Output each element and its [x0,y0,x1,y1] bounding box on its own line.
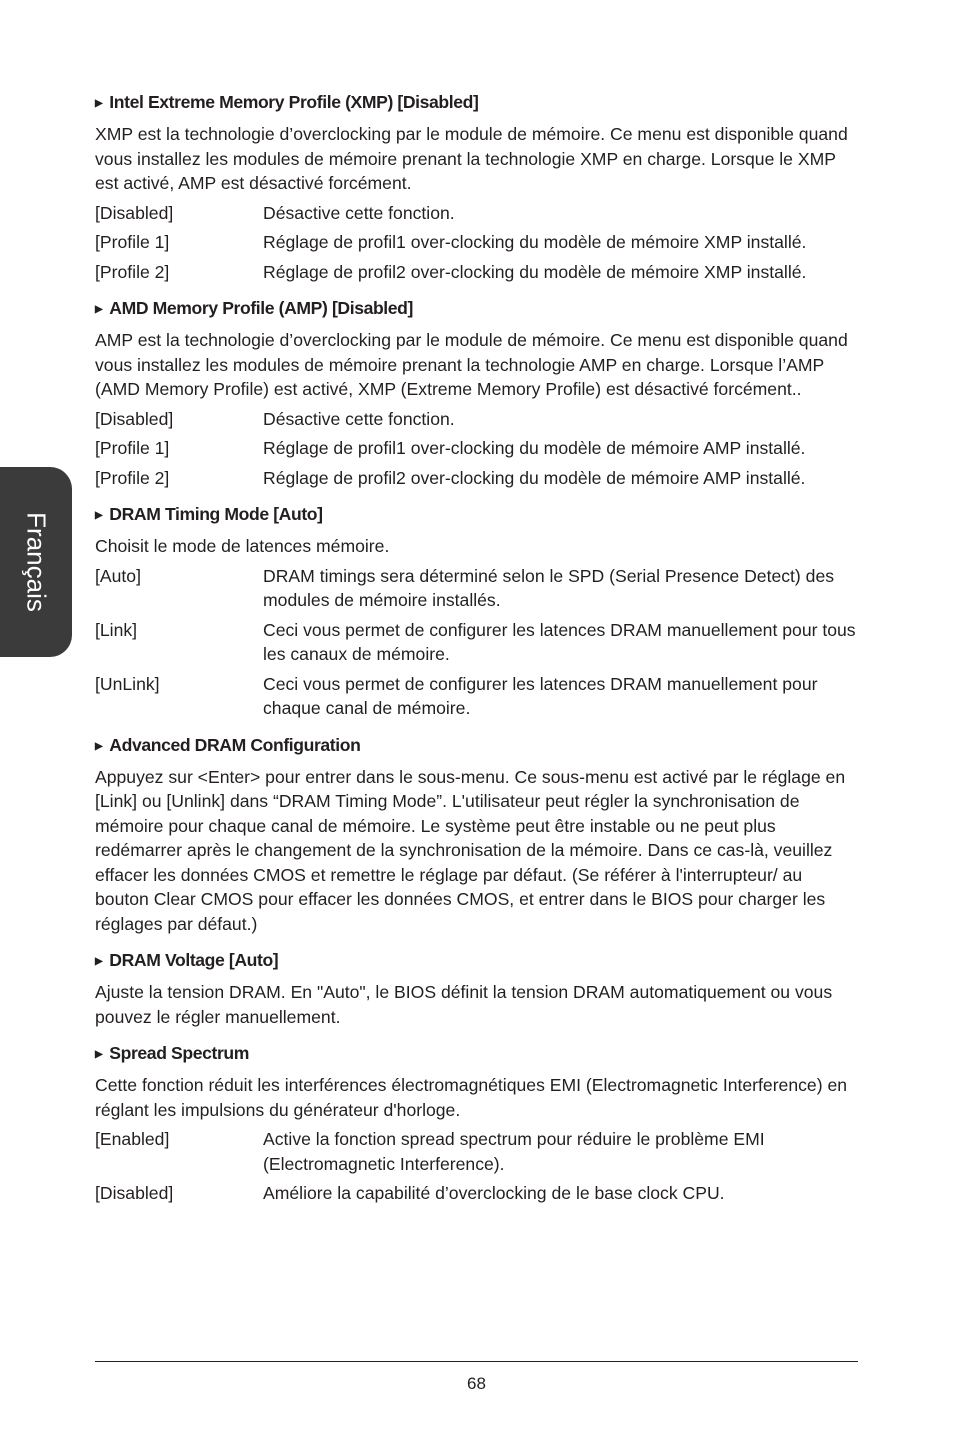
section-title: Intel Extreme Memory Profile (XMP) [Disabled] [109,92,479,112]
section-dram-timing-mode [95,502,858,721]
option-desc: Réglage de profil2 over-clocking du modèle de mémoire XMP installé. [263,261,807,282]
language-tab-label: Français [21,512,52,612]
section-spread-spectrum [95,1041,858,1206]
section-title: AMD Memory Profile (AMP) [Disabled] [109,298,413,318]
option-desc: Améliore la capabilité d’overclocking de le base clock CPU. [263,1183,725,1203]
section-heading [95,502,858,530]
section-dram-voltage [95,948,858,1029]
option-key: [Disabled] [95,202,174,223]
option-desc: Réglage de profil1 over-clocking du modèle de mémoire AMP installé. [263,438,806,458]
section-amp [95,296,858,490]
option-row [95,436,858,461]
option-desc: Désactive cette fonction. [263,202,455,223]
page-content [95,90,858,1218]
option-row [95,672,858,721]
language-side-tab [0,467,72,657]
option-row [95,260,858,285]
option-row [95,407,858,432]
section-body: Cette fonction réduit les interférences électromagnétiques EMI (Electromagnetic Interference) en réglant les impulsions du générateur d'horloge. [95,1075,848,1120]
section-body: Ajuste la tension DRAM. En "Auto", le BIOS définit la tension DRAM automatiquement ou vous pouvez le régler manuellement. [95,982,833,1027]
option-key: [Disabled] [95,1183,174,1203]
option-key: [Profile 2] [95,467,170,488]
page-number: 68 [467,1374,486,1393]
section-xmp [95,90,858,284]
triangle-bullet-icon: ▶ [95,510,103,521]
option-desc: Désactive cette fonction. [263,408,455,429]
section-title: DRAM Voltage [Auto] [109,950,279,970]
triangle-bullet-icon: ▶ [95,1049,103,1060]
option-key: [Auto] [95,565,141,586]
section-title: Spread Spectrum [109,1043,249,1063]
option-row [95,201,858,226]
triangle-bullet-icon: ▶ [95,740,103,752]
section-body: Appuyez sur <Enter> pour entrer dans le sous-menu. Ce sous-menu est activé par le réglage en [Link] ou [Unlink] dans “DRAM Timing Mode”. L'utilisateur peut régler la synchronisation de mémoire pour chaque canal de mémoire. Le système peut être instable ou ne peut plus redémarrer après le changement de la synchronisation de la mémoire. Dans ce cas-là, veuillez effacer les données CMOS et remettre le réglage par défaut. (Se référer à l'interrupteur/ au bouton Clear CMOS pour effacer les données CMOS, et entrer dans le BIOS pour charger les réglages par défaut.) [95,766,846,934]
triangle-bullet-icon: ▶ [95,98,103,109]
option-key: [UnLink] [95,673,160,694]
section-title: Advanced DRAM Configuration [109,734,361,755]
section-body: AMP est la technologie d’overclocking par le module de mémoire. Ce menu est disponible quand vous installez les modules de mémoire prenant la technologie AMP en charge. Lorsque l’AMP (AMD Memory Profile) est activé, XMP (Extreme Memory Profile) est désactivé forcément.. [95,330,848,399]
option-row [95,230,858,255]
section-heading [95,90,858,118]
triangle-bullet-icon: ▶ [95,304,103,315]
option-key: [Profile 1] [95,232,170,252]
section-heading [95,948,858,976]
triangle-bullet-icon: ▶ [95,956,103,967]
option-desc: Active la fonction spread spectrum pour réduire le problème EMI (Electromagnetic Interference). [263,1129,765,1174]
section-heading [95,296,858,324]
section-heading [95,1041,858,1069]
option-key: [Enabled] [95,1129,170,1149]
footer-divider [95,1361,858,1362]
option-row [95,618,858,667]
option-desc: Ceci vous permet de configurer les latences DRAM manuellement pour tous les canaux de mémoire. [263,619,856,664]
section-body: XMP est la technologie d’overclocking par le module de mémoire. Ce menu est disponible quand vous installez les modules de mémoire prenant la technologie XMP en charge. Lorsque le XMP est activé, AMP est désactivé forcément. [95,124,848,193]
option-row [95,564,858,613]
option-row [95,1181,858,1206]
option-row [95,1127,858,1176]
option-desc: DRAM timings sera déterminé selon le SPD (Serial Presence Detect) des modules de mémoire installés. [263,565,835,610]
section-advanced-dram-configuration [95,733,858,937]
option-desc: Ceci vous permet de configurer les latences DRAM manuellement pour chaque canal de mémoire. [263,673,818,718]
option-desc: Réglage de profil2 over-clocking du modèle de mémoire AMP installé. [263,467,806,488]
option-key: [Profile 1] [95,438,170,458]
section-body: Choisit le mode de latences mémoire. [95,536,390,556]
section-title: DRAM Timing Mode [Auto] [109,504,323,524]
option-key: [Link] [95,619,138,640]
option-row [95,466,858,491]
option-key: [Profile 2] [95,261,170,282]
option-key: [Disabled] [95,408,174,429]
section-heading [95,733,858,761]
option-desc: Réglage de profil1 over-clocking du modèle de mémoire XMP installé. [263,232,807,252]
